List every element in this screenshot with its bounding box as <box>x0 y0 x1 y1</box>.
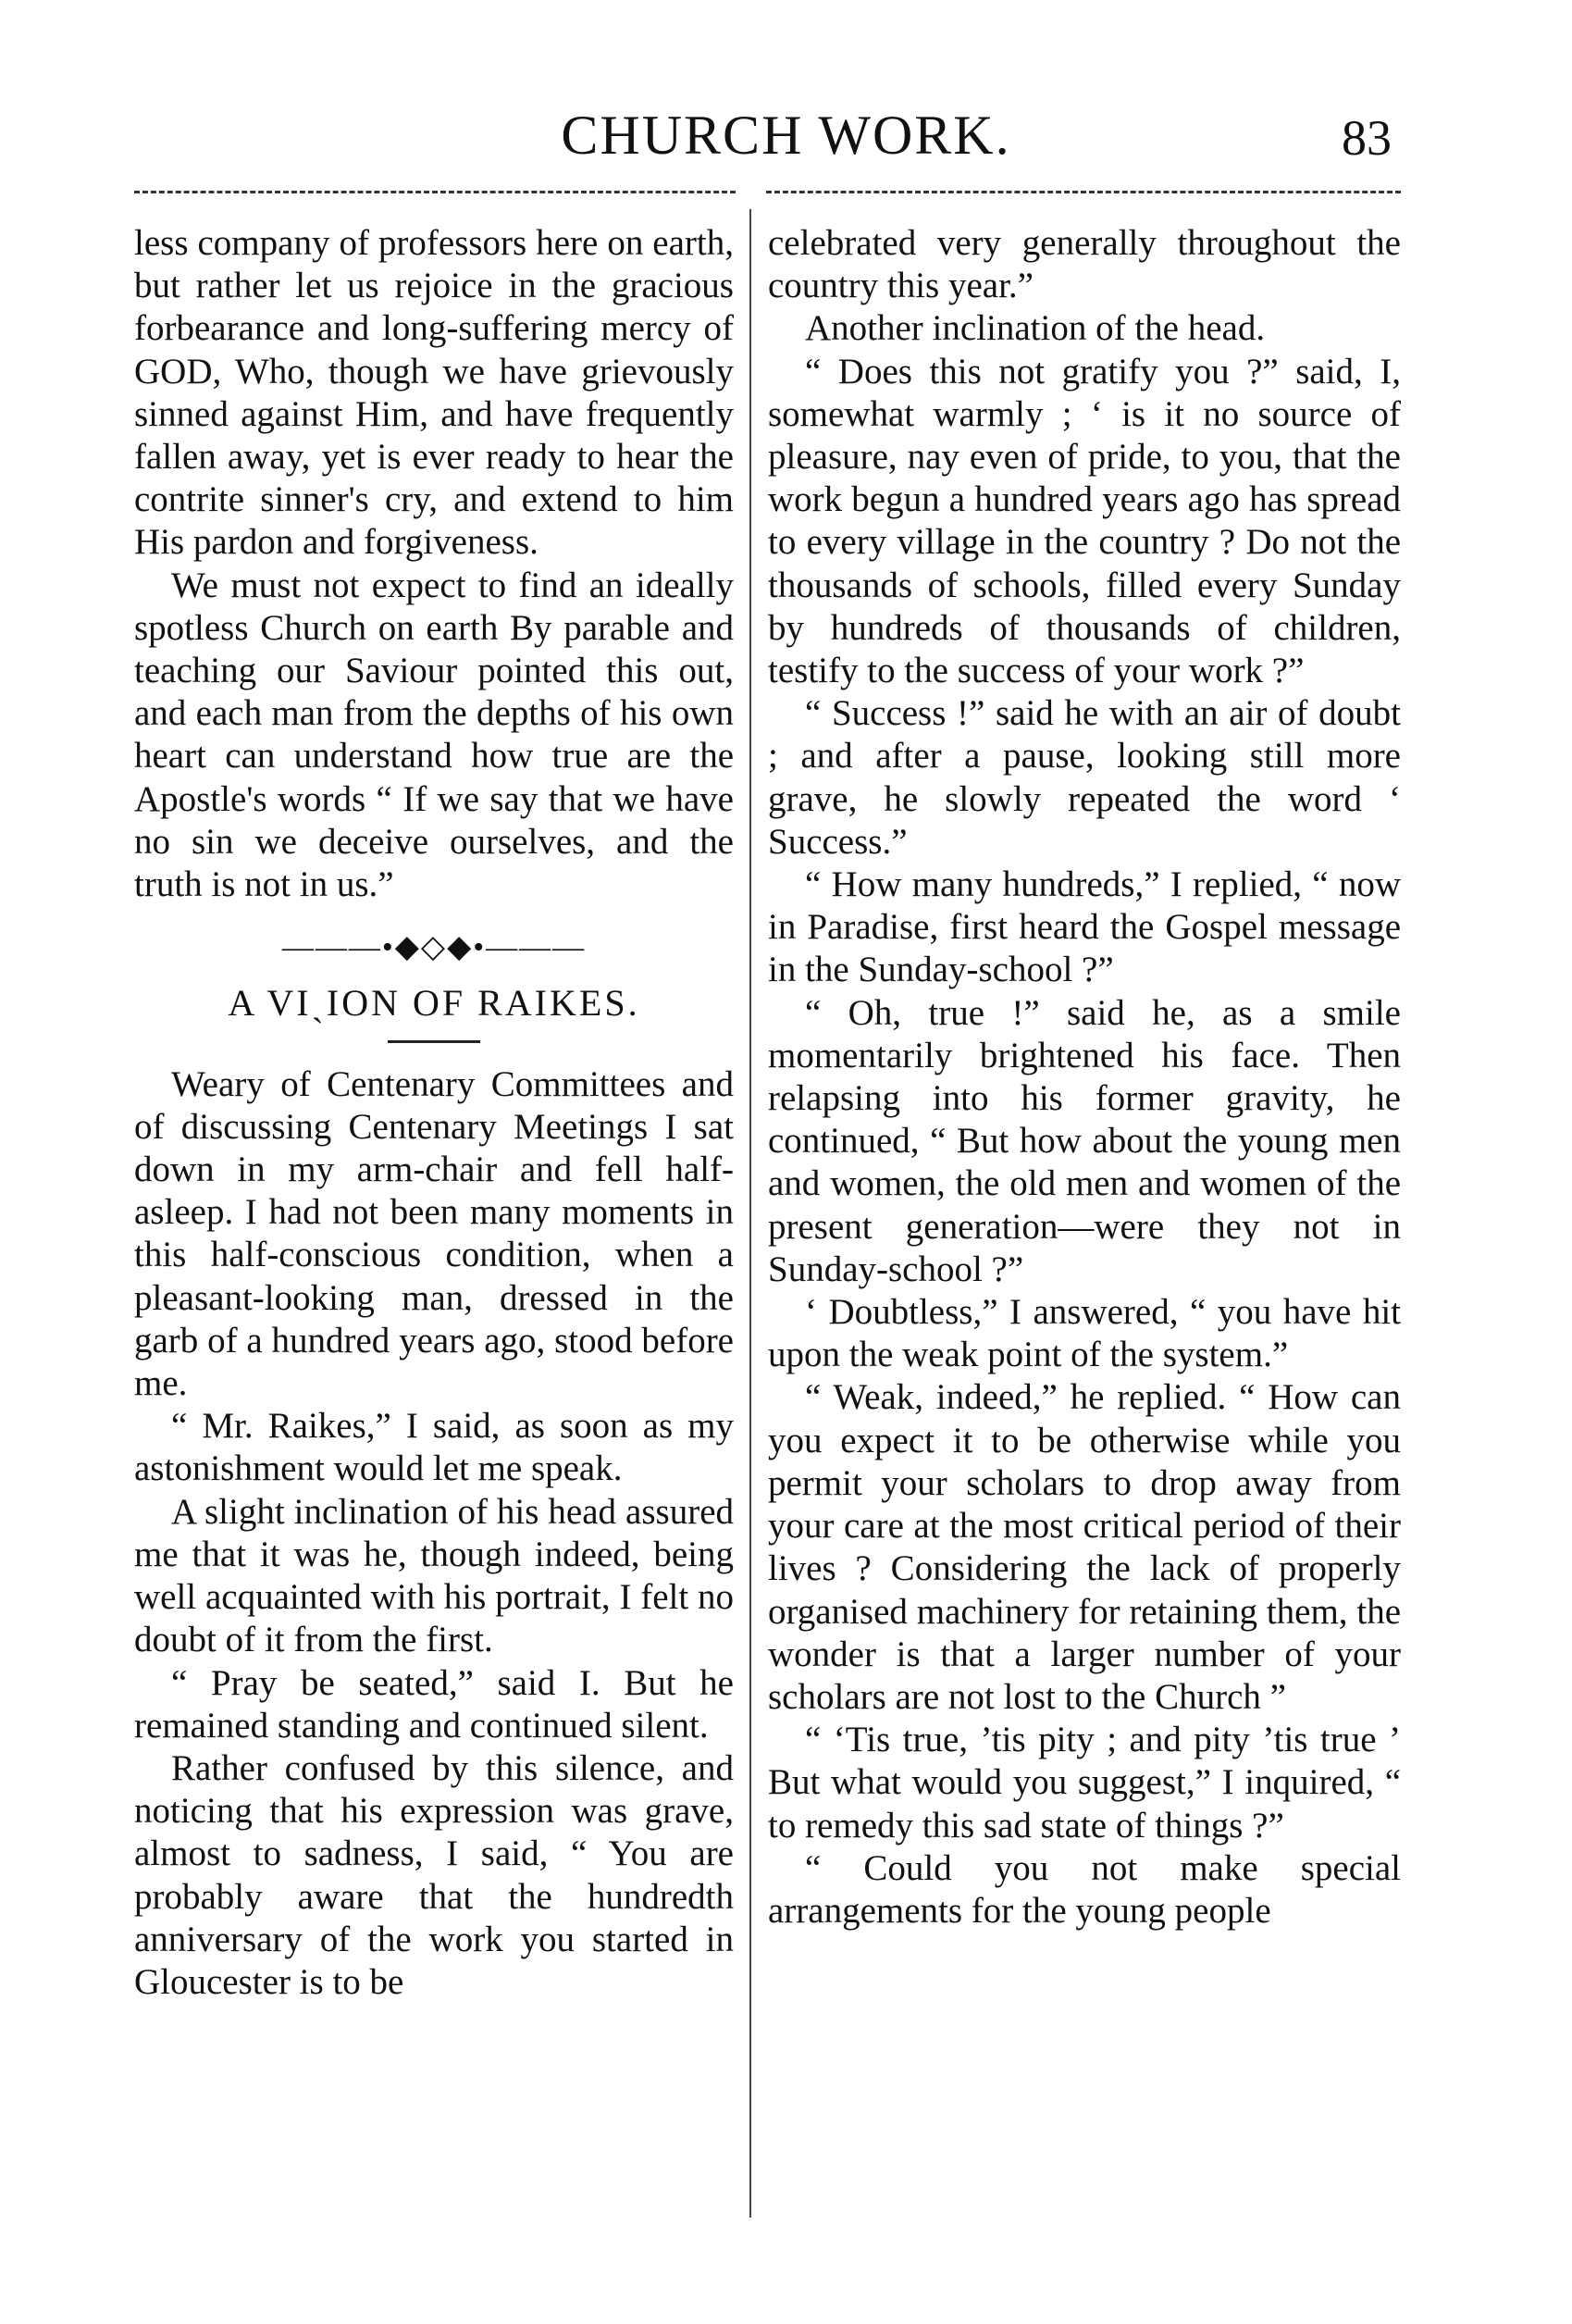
paragraph: “ Mr. Raikes,” I said, as soon as my astonishment would let me speak. <box>134 1406 734 1489</box>
paragraph: less company of professors here on earth, but rather let us rejoice in the gracious forbearance and long-suffering mercy of GOD, Who, though we have grievously sinned against Him, and have frequently fallen away, yet is ever ready to hear the contrite sinner's cry, and extend to him His pardon and forgiveness. <box>134 223 734 563</box>
paragraph: Weary of Centenary Committees and of discussing Centenary Meetings I sat down in my arm-chair and fell half-asleep. I had not been many moments in this half-conscious condition, when a pleasant-looking man, dressed in the garb of a hundred years ago, stood before me. <box>134 1063 734 1404</box>
right-column <box>768 222 1401 1933</box>
running-title: CHURCH WORK. <box>561 105 1011 166</box>
paragraph: “ Oh, true !” said he, as a smile momentarily brightened his face. Then relapsing into his former gravity, he continued, “ But how about the young men and women, the old men and women of the present generation—were they not in Sunday-school ?” <box>768 992 1401 1289</box>
paragraph: “ How many hundreds,” I replied, “ now in Paradise, first heard the Gospel message in the Sunday-school ?” <box>768 864 1401 990</box>
paragraph: A slight inclination of his head assured me that it was he, though indeed, being well acquainted with his portrait, I felt no doubt of it from the first. <box>134 1491 734 1660</box>
paragraph: Rather confused by this silence, and noticing that his expression was grave, almost to sadness, I said, “ You are probably aware that the hundredth anniversary of the work you started in Gloucester is to be <box>134 1747 734 2002</box>
page-header <box>0 104 1572 178</box>
section-ornament: ———•◆◇◆•——— <box>281 930 587 965</box>
page-number: 83 <box>1342 110 1392 166</box>
paragraph: “ ‘Tis true, ’tis pity ; and pity ’tis true ’ But what would you suggest,” I inquired, “ to remedy this sad state of things ?” <box>768 1720 1401 1846</box>
paragraph: “ Pray be seated,” said I. But he remained standing and continued silent. <box>134 1662 734 1746</box>
paragraph: “ Does this not gratify you ?” said, I, somewhat warmly ; ‘ is it no source of pleasure, nay even of pride, to you, that the work begun a hundred years ago has spread to every village in the country ? Do not the thousands of schools, filled every Sunday by hundreds of thousands of children, testify to the success of your work ?” <box>768 351 1401 691</box>
paragraph: ‘ Doubtless,” I answered, “ you have hit upon the weak point of the system.” <box>768 1292 1401 1375</box>
paragraph: celebrated very generally throughout the country this year.” <box>768 223 1401 306</box>
paragraph: “ Weak, indeed,” he replied. “ How can you expect it to be otherwise while you permit your scholars to drop away from your care at the most critical period of their lives ? Considering the lack of properly organised machinery for retaining them, the wonder is that a larger number of your scholars are not lost to the Church ” <box>768 1377 1401 1717</box>
paragraph: Another inclination of the head. <box>805 308 1266 349</box>
section-title: A VIˎION OF RAIKES. <box>228 982 640 1025</box>
paragraph: We must not expect to find an ideally spotless Church on earth By parable and teaching our Saviour pointed this out, and each man from the depths of his own heart can understand how true are the Apostle's words “ If we say that we have no sin we deceive ourselves, and the truth is not in us.” <box>134 565 734 905</box>
column-divider <box>749 209 751 2218</box>
header-rule-left <box>134 191 736 193</box>
paragraph: “ Could you not make special arrangements for the young people <box>768 1847 1401 1931</box>
paragraph: “ Success !” said he with an air of doubt ; and after a pause, looking still more grave, he slowly repeated the word ‘ Success.” <box>768 693 1401 862</box>
title-rule <box>388 1040 480 1043</box>
left-column <box>134 222 734 2004</box>
header-rule-right <box>766 191 1401 193</box>
